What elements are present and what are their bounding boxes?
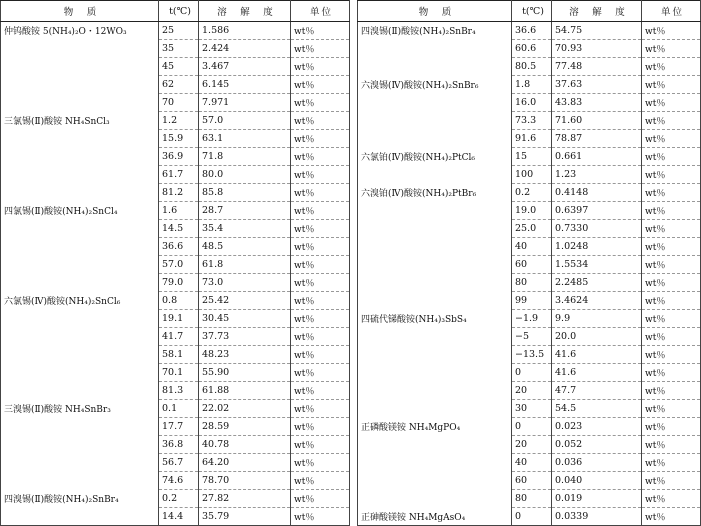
- solubility-cell: 0.023: [552, 418, 642, 436]
- solubility-cell: 0.019: [552, 490, 642, 508]
- substance-cell: 四硫代锑酸铵(NH₄)₃SbS₄: [358, 310, 512, 328]
- solubility-table-left: [0, 0, 350, 526]
- solubility-cell: 22.02: [199, 400, 291, 418]
- temperature-cell: 0.2: [159, 490, 199, 508]
- unit-cell: wt％: [291, 508, 350, 526]
- temperature-cell: 1.6: [159, 202, 199, 220]
- header-substance: 物 质: [358, 1, 512, 22]
- temperature-cell: −13.5: [512, 346, 552, 364]
- temperature-cell: 79.0: [159, 274, 199, 292]
- substance-cell: [358, 112, 512, 130]
- substance-cell: [1, 364, 159, 382]
- substance-cell: [1, 94, 159, 112]
- header-row: [358, 1, 701, 22]
- temperature-cell: 36.9: [159, 148, 199, 166]
- table-row: [1, 490, 350, 508]
- substance-cell: [1, 184, 159, 202]
- substance-cell: [1, 238, 159, 256]
- table-row: [1, 166, 350, 184]
- substance-cell: [358, 256, 512, 274]
- temperature-cell: 73.3: [512, 112, 552, 130]
- substance-cell: [358, 220, 512, 238]
- unit-cell: wt％: [642, 436, 701, 454]
- substance-cell: [1, 256, 159, 274]
- solubility-cell: 2.2485: [552, 274, 642, 292]
- table-row: [358, 40, 701, 58]
- table-row: [1, 58, 350, 76]
- table-row: [358, 94, 701, 112]
- substance-cell: 六氯锡(Ⅳ)酸铵(NH₄)₂SnCl₆: [1, 292, 159, 310]
- temperature-cell: 81.2: [159, 184, 199, 202]
- solubility-cell: 1.23: [552, 166, 642, 184]
- temperature-cell: 57.0: [159, 256, 199, 274]
- substance-cell: 四氯锡(Ⅱ)酸铵(NH₄)₂SnCl₄: [1, 202, 159, 220]
- temperature-cell: 58.1: [159, 346, 199, 364]
- unit-cell: wt％: [642, 220, 701, 238]
- table-row: [1, 508, 350, 526]
- solubility-cell: 0.4148: [552, 184, 642, 202]
- solubility-cell: 55.90: [199, 364, 291, 382]
- solubility-cell: 48.5: [199, 238, 291, 256]
- table-row: [1, 364, 350, 382]
- table-row: [358, 76, 701, 94]
- table-row: [1, 94, 350, 112]
- solubility-cell: 7.971: [199, 94, 291, 112]
- solubility-cell: 71.8: [199, 148, 291, 166]
- table-row: [358, 22, 701, 40]
- table-row: [358, 400, 701, 418]
- unit-cell: wt％: [291, 310, 350, 328]
- unit-cell: wt％: [642, 418, 701, 436]
- solubility-cell: 0.040: [552, 472, 642, 490]
- unit-cell: wt％: [291, 472, 350, 490]
- unit-cell: wt％: [291, 220, 350, 238]
- temperature-cell: 36.8: [159, 436, 199, 454]
- substance-cell: [358, 454, 512, 472]
- table-row: [358, 220, 701, 238]
- solubility-cell: 0.036: [552, 454, 642, 472]
- solubility-cell: 41.6: [552, 346, 642, 364]
- unit-cell: wt％: [642, 400, 701, 418]
- temperature-cell: −1.9: [512, 310, 552, 328]
- unit-cell: wt％: [642, 328, 701, 346]
- solubility-cell: 0.661: [552, 148, 642, 166]
- table-row: [358, 202, 701, 220]
- unit-cell: wt％: [291, 418, 350, 436]
- substance-cell: [1, 274, 159, 292]
- header-temp: t(℃): [159, 1, 199, 22]
- solubility-cell: 0.0339: [552, 508, 642, 526]
- temperature-cell: 80.5: [512, 58, 552, 76]
- solubility-cell: 41.6: [552, 364, 642, 382]
- solubility-cell: 47.7: [552, 382, 642, 400]
- substance-cell: [358, 382, 512, 400]
- unit-cell: wt％: [291, 274, 350, 292]
- unit-cell: wt％: [291, 238, 350, 256]
- substance-cell: [358, 400, 512, 418]
- temperature-cell: 74.6: [159, 472, 199, 490]
- temperature-cell: −5: [512, 328, 552, 346]
- substance-cell: [1, 328, 159, 346]
- unit-cell: wt％: [291, 76, 350, 94]
- temperature-cell: 56.7: [159, 454, 199, 472]
- unit-cell: wt％: [642, 112, 701, 130]
- temperature-cell: 20: [512, 382, 552, 400]
- unit-cell: wt％: [642, 292, 701, 310]
- temperature-cell: 35: [159, 40, 199, 58]
- unit-cell: wt％: [291, 184, 350, 202]
- header-solubility: 溶 解 度: [199, 1, 291, 22]
- unit-cell: wt％: [642, 58, 701, 76]
- solubility-cell: 35.79: [199, 508, 291, 526]
- temperature-cell: 16.0: [512, 94, 552, 112]
- solubility-cell: 0.6397: [552, 202, 642, 220]
- unit-cell: wt％: [642, 166, 701, 184]
- unit-cell: wt％: [642, 346, 701, 364]
- unit-cell: wt％: [291, 454, 350, 472]
- temperature-cell: 14.5: [159, 220, 199, 238]
- unit-cell: wt％: [291, 130, 350, 148]
- substance-cell: [358, 94, 512, 112]
- unit-cell: wt％: [291, 346, 350, 364]
- substance-cell: 三溴锡(Ⅱ)酸铵 NH₄SnBr₃: [1, 400, 159, 418]
- header-substance: 物 质: [1, 1, 159, 22]
- substance-cell: 四溴锡(Ⅱ)酸铵(NH₄)₂SnBr₄: [1, 490, 159, 508]
- unit-cell: wt％: [642, 22, 701, 40]
- unit-cell: wt％: [291, 436, 350, 454]
- temperature-cell: 70.1: [159, 364, 199, 382]
- substance-cell: [1, 166, 159, 184]
- solubility-cell: 61.88: [199, 382, 291, 400]
- temperature-cell: 60: [512, 256, 552, 274]
- table-row: [358, 58, 701, 76]
- temperature-cell: 62: [159, 76, 199, 94]
- solubility-cell: 64.20: [199, 454, 291, 472]
- temperature-cell: 100: [512, 166, 552, 184]
- solubility-cell: 61.8: [199, 256, 291, 274]
- temperature-cell: 61.7: [159, 166, 199, 184]
- substance-cell: 正磷酸镁铵 NH₄MgPO₄: [358, 418, 512, 436]
- table-row: [358, 112, 701, 130]
- temperature-cell: 40: [512, 454, 552, 472]
- substance-cell: [358, 238, 512, 256]
- unit-cell: wt％: [642, 490, 701, 508]
- solubility-table-right: [357, 0, 701, 526]
- solubility-cell: 1.5534: [552, 256, 642, 274]
- unit-cell: wt％: [642, 364, 701, 382]
- temperature-cell: 30: [512, 400, 552, 418]
- unit-cell: wt％: [291, 382, 350, 400]
- substance-cell: [1, 40, 159, 58]
- unit-cell: wt％: [291, 292, 350, 310]
- temperature-cell: 0: [512, 364, 552, 382]
- table-row: [358, 454, 701, 472]
- substance-cell: [358, 274, 512, 292]
- solubility-cell: 78.87: [552, 130, 642, 148]
- table-row: [358, 436, 701, 454]
- table-row: [1, 292, 350, 310]
- table-row: [1, 472, 350, 490]
- unit-cell: wt％: [642, 40, 701, 58]
- unit-cell: wt％: [291, 256, 350, 274]
- solubility-cell: 40.78: [199, 436, 291, 454]
- temperature-cell: 0.2: [512, 184, 552, 202]
- table-row: [1, 328, 350, 346]
- unit-cell: wt％: [291, 58, 350, 76]
- table-row: [1, 184, 350, 202]
- temperature-cell: 15: [512, 148, 552, 166]
- table-row: [1, 238, 350, 256]
- header-unit: 单位: [291, 1, 350, 22]
- table-row: [1, 256, 350, 274]
- unit-cell: wt％: [291, 148, 350, 166]
- table-row: [358, 238, 701, 256]
- solubility-cell: 71.60: [552, 112, 642, 130]
- solubility-cell: 9.9: [552, 310, 642, 328]
- table-row: [358, 490, 701, 508]
- header-row: [1, 1, 350, 22]
- table-row: [358, 346, 701, 364]
- substance-cell: 四溴锡(Ⅱ)酸铵(NH₄)₂SnBr₄: [358, 22, 512, 40]
- solubility-cell: 1.586: [199, 22, 291, 40]
- substance-cell: [1, 346, 159, 364]
- table-row: [358, 148, 701, 166]
- temperature-cell: 17.7: [159, 418, 199, 436]
- unit-cell: wt％: [642, 310, 701, 328]
- unit-cell: wt％: [642, 184, 701, 202]
- table-row: [358, 310, 701, 328]
- temperature-cell: 60.6: [512, 40, 552, 58]
- unit-cell: wt％: [642, 256, 701, 274]
- substance-cell: [1, 148, 159, 166]
- table-row: [358, 382, 701, 400]
- table-row: [1, 112, 350, 130]
- temperature-cell: 36.6: [512, 22, 552, 40]
- solubility-cell: 57.0: [199, 112, 291, 130]
- unit-cell: wt％: [291, 40, 350, 58]
- table-row: [1, 382, 350, 400]
- temperature-cell: 19.1: [159, 310, 199, 328]
- unit-cell: wt％: [642, 148, 701, 166]
- substance-cell: [1, 418, 159, 436]
- substance-cell: [358, 166, 512, 184]
- substance-cell: [1, 58, 159, 76]
- solubility-cell: 28.59: [199, 418, 291, 436]
- table-row: [1, 130, 350, 148]
- table-row: [358, 274, 701, 292]
- unit-cell: wt％: [642, 472, 701, 490]
- table-row: [1, 274, 350, 292]
- table-row: [1, 40, 350, 58]
- substance-cell: 六溴锡(Ⅳ)酸铵(NH₄)₂SnBr₆: [358, 76, 512, 94]
- substance-cell: 三氯锡(Ⅱ)酸铵 NH₄SnCl₃: [1, 112, 159, 130]
- solubility-cell: 2.424: [199, 40, 291, 58]
- table-row: [1, 22, 350, 40]
- solubility-cell: 48.23: [199, 346, 291, 364]
- substance-cell: [1, 130, 159, 148]
- substance-cell: 六溴铂(Ⅳ)酸铵(NH₄)₂PtBr₆: [358, 184, 512, 202]
- temperature-cell: 40: [512, 238, 552, 256]
- temperature-cell: 70: [159, 94, 199, 112]
- temperature-cell: 14.4: [159, 508, 199, 526]
- unit-cell: wt％: [291, 328, 350, 346]
- unit-cell: wt％: [642, 238, 701, 256]
- unit-cell: wt％: [642, 454, 701, 472]
- table-row: [358, 472, 701, 490]
- solubility-cell: 3.4624: [552, 292, 642, 310]
- temperature-cell: 0: [512, 508, 552, 526]
- table-row: [358, 166, 701, 184]
- substance-cell: [1, 454, 159, 472]
- unit-cell: wt％: [291, 490, 350, 508]
- solubility-cell: 80.0: [199, 166, 291, 184]
- unit-cell: wt％: [642, 76, 701, 94]
- temperature-cell: 45: [159, 58, 199, 76]
- table-row: [1, 454, 350, 472]
- substance-cell: [1, 472, 159, 490]
- solubility-cell: 77.48: [552, 58, 642, 76]
- temperature-cell: 60: [512, 472, 552, 490]
- solubility-cell: 70.93: [552, 40, 642, 58]
- unit-cell: wt％: [642, 382, 701, 400]
- temperature-cell: 80: [512, 274, 552, 292]
- solubility-cell: 20.0: [552, 328, 642, 346]
- temperature-cell: 91.6: [512, 130, 552, 148]
- temperature-cell: 80: [512, 490, 552, 508]
- table-row: [1, 310, 350, 328]
- solubility-cell: 1.0248: [552, 238, 642, 256]
- solubility-cell: 73.0: [199, 274, 291, 292]
- unit-cell: wt％: [642, 130, 701, 148]
- table-row: [1, 148, 350, 166]
- temperature-cell: 0.8: [159, 292, 199, 310]
- unit-cell: wt％: [291, 166, 350, 184]
- substance-cell: [358, 328, 512, 346]
- substance-cell: 六氯铂(Ⅳ)酸铵(NH₄)₂PtCl₆: [358, 148, 512, 166]
- substance-cell: [358, 58, 512, 76]
- table-row: [358, 256, 701, 274]
- solubility-cell: 37.73: [199, 328, 291, 346]
- solubility-cell: 0.7330: [552, 220, 642, 238]
- temperature-cell: 19.0: [512, 202, 552, 220]
- temperature-cell: 36.6: [159, 238, 199, 256]
- solubility-cell: 37.63: [552, 76, 642, 94]
- unit-cell: wt％: [291, 400, 350, 418]
- substance-cell: [1, 310, 159, 328]
- temperature-cell: 0: [512, 418, 552, 436]
- temperature-cell: 1.2: [159, 112, 199, 130]
- table-row: [358, 328, 701, 346]
- substance-cell: [358, 40, 512, 58]
- table-row: [1, 436, 350, 454]
- solubility-cell: 35.4: [199, 220, 291, 238]
- solubility-cell: 54.5: [552, 400, 642, 418]
- solubility-cell: 25.42: [199, 292, 291, 310]
- table-row: [358, 418, 701, 436]
- temperature-cell: 99: [512, 292, 552, 310]
- table-row: [1, 76, 350, 94]
- table-row: [358, 292, 701, 310]
- substance-cell: [1, 382, 159, 400]
- unit-cell: wt％: [291, 22, 350, 40]
- solubility-cell: 78.70: [199, 472, 291, 490]
- unit-cell: wt％: [642, 508, 701, 526]
- substance-cell: [358, 364, 512, 382]
- solubility-cell: 0.052: [552, 436, 642, 454]
- table-row: [358, 364, 701, 382]
- unit-cell: wt％: [291, 94, 350, 112]
- unit-cell: wt％: [291, 364, 350, 382]
- substance-cell: [1, 76, 159, 94]
- solubility-cell: 85.8: [199, 184, 291, 202]
- substance-cell: 正砷酸镁铵 NH₄MgAsO₄: [358, 508, 512, 526]
- table-row: [358, 184, 701, 202]
- table-row: [1, 418, 350, 436]
- solubility-cell: 27.82: [199, 490, 291, 508]
- table-row: [358, 508, 701, 526]
- unit-cell: wt％: [642, 202, 701, 220]
- solubility-cell: 54.75: [552, 22, 642, 40]
- temperature-cell: 41.7: [159, 328, 199, 346]
- substance-cell: [1, 508, 159, 526]
- table-row: [1, 346, 350, 364]
- substance-cell: 仲钨酸铵 5(NH₄)₂O・12WO₃: [1, 22, 159, 40]
- temperature-cell: 25: [159, 22, 199, 40]
- substance-cell: [358, 472, 512, 490]
- header-solubility: 溶 解 度: [552, 1, 642, 22]
- unit-cell: wt％: [291, 202, 350, 220]
- solubility-cell: 63.1: [199, 130, 291, 148]
- substance-cell: [358, 292, 512, 310]
- temperature-cell: 20: [512, 436, 552, 454]
- unit-cell: wt％: [291, 112, 350, 130]
- solubility-cell: 3.467: [199, 58, 291, 76]
- substance-cell: [358, 436, 512, 454]
- substance-cell: [358, 130, 512, 148]
- unit-cell: wt％: [642, 94, 701, 112]
- temperature-cell: 81.3: [159, 382, 199, 400]
- temperature-cell: 0.1: [159, 400, 199, 418]
- header-temp: t(℃): [512, 1, 552, 22]
- substance-cell: [358, 490, 512, 508]
- substance-cell: [1, 436, 159, 454]
- temperature-cell: 25.0: [512, 220, 552, 238]
- substance-cell: [1, 220, 159, 238]
- solubility-cell: 6.145: [199, 76, 291, 94]
- substance-cell: [358, 346, 512, 364]
- table-row: [1, 220, 350, 238]
- solubility-cell: 43.83: [552, 94, 642, 112]
- table-row: [1, 202, 350, 220]
- solubility-cell: 28.7: [199, 202, 291, 220]
- header-unit: 单位: [642, 1, 701, 22]
- temperature-cell: 15.9: [159, 130, 199, 148]
- temperature-cell: 1.8: [512, 76, 552, 94]
- solubility-cell: 30.45: [199, 310, 291, 328]
- table-row: [1, 400, 350, 418]
- substance-cell: [358, 202, 512, 220]
- table-row: [358, 130, 701, 148]
- unit-cell: wt％: [642, 274, 701, 292]
